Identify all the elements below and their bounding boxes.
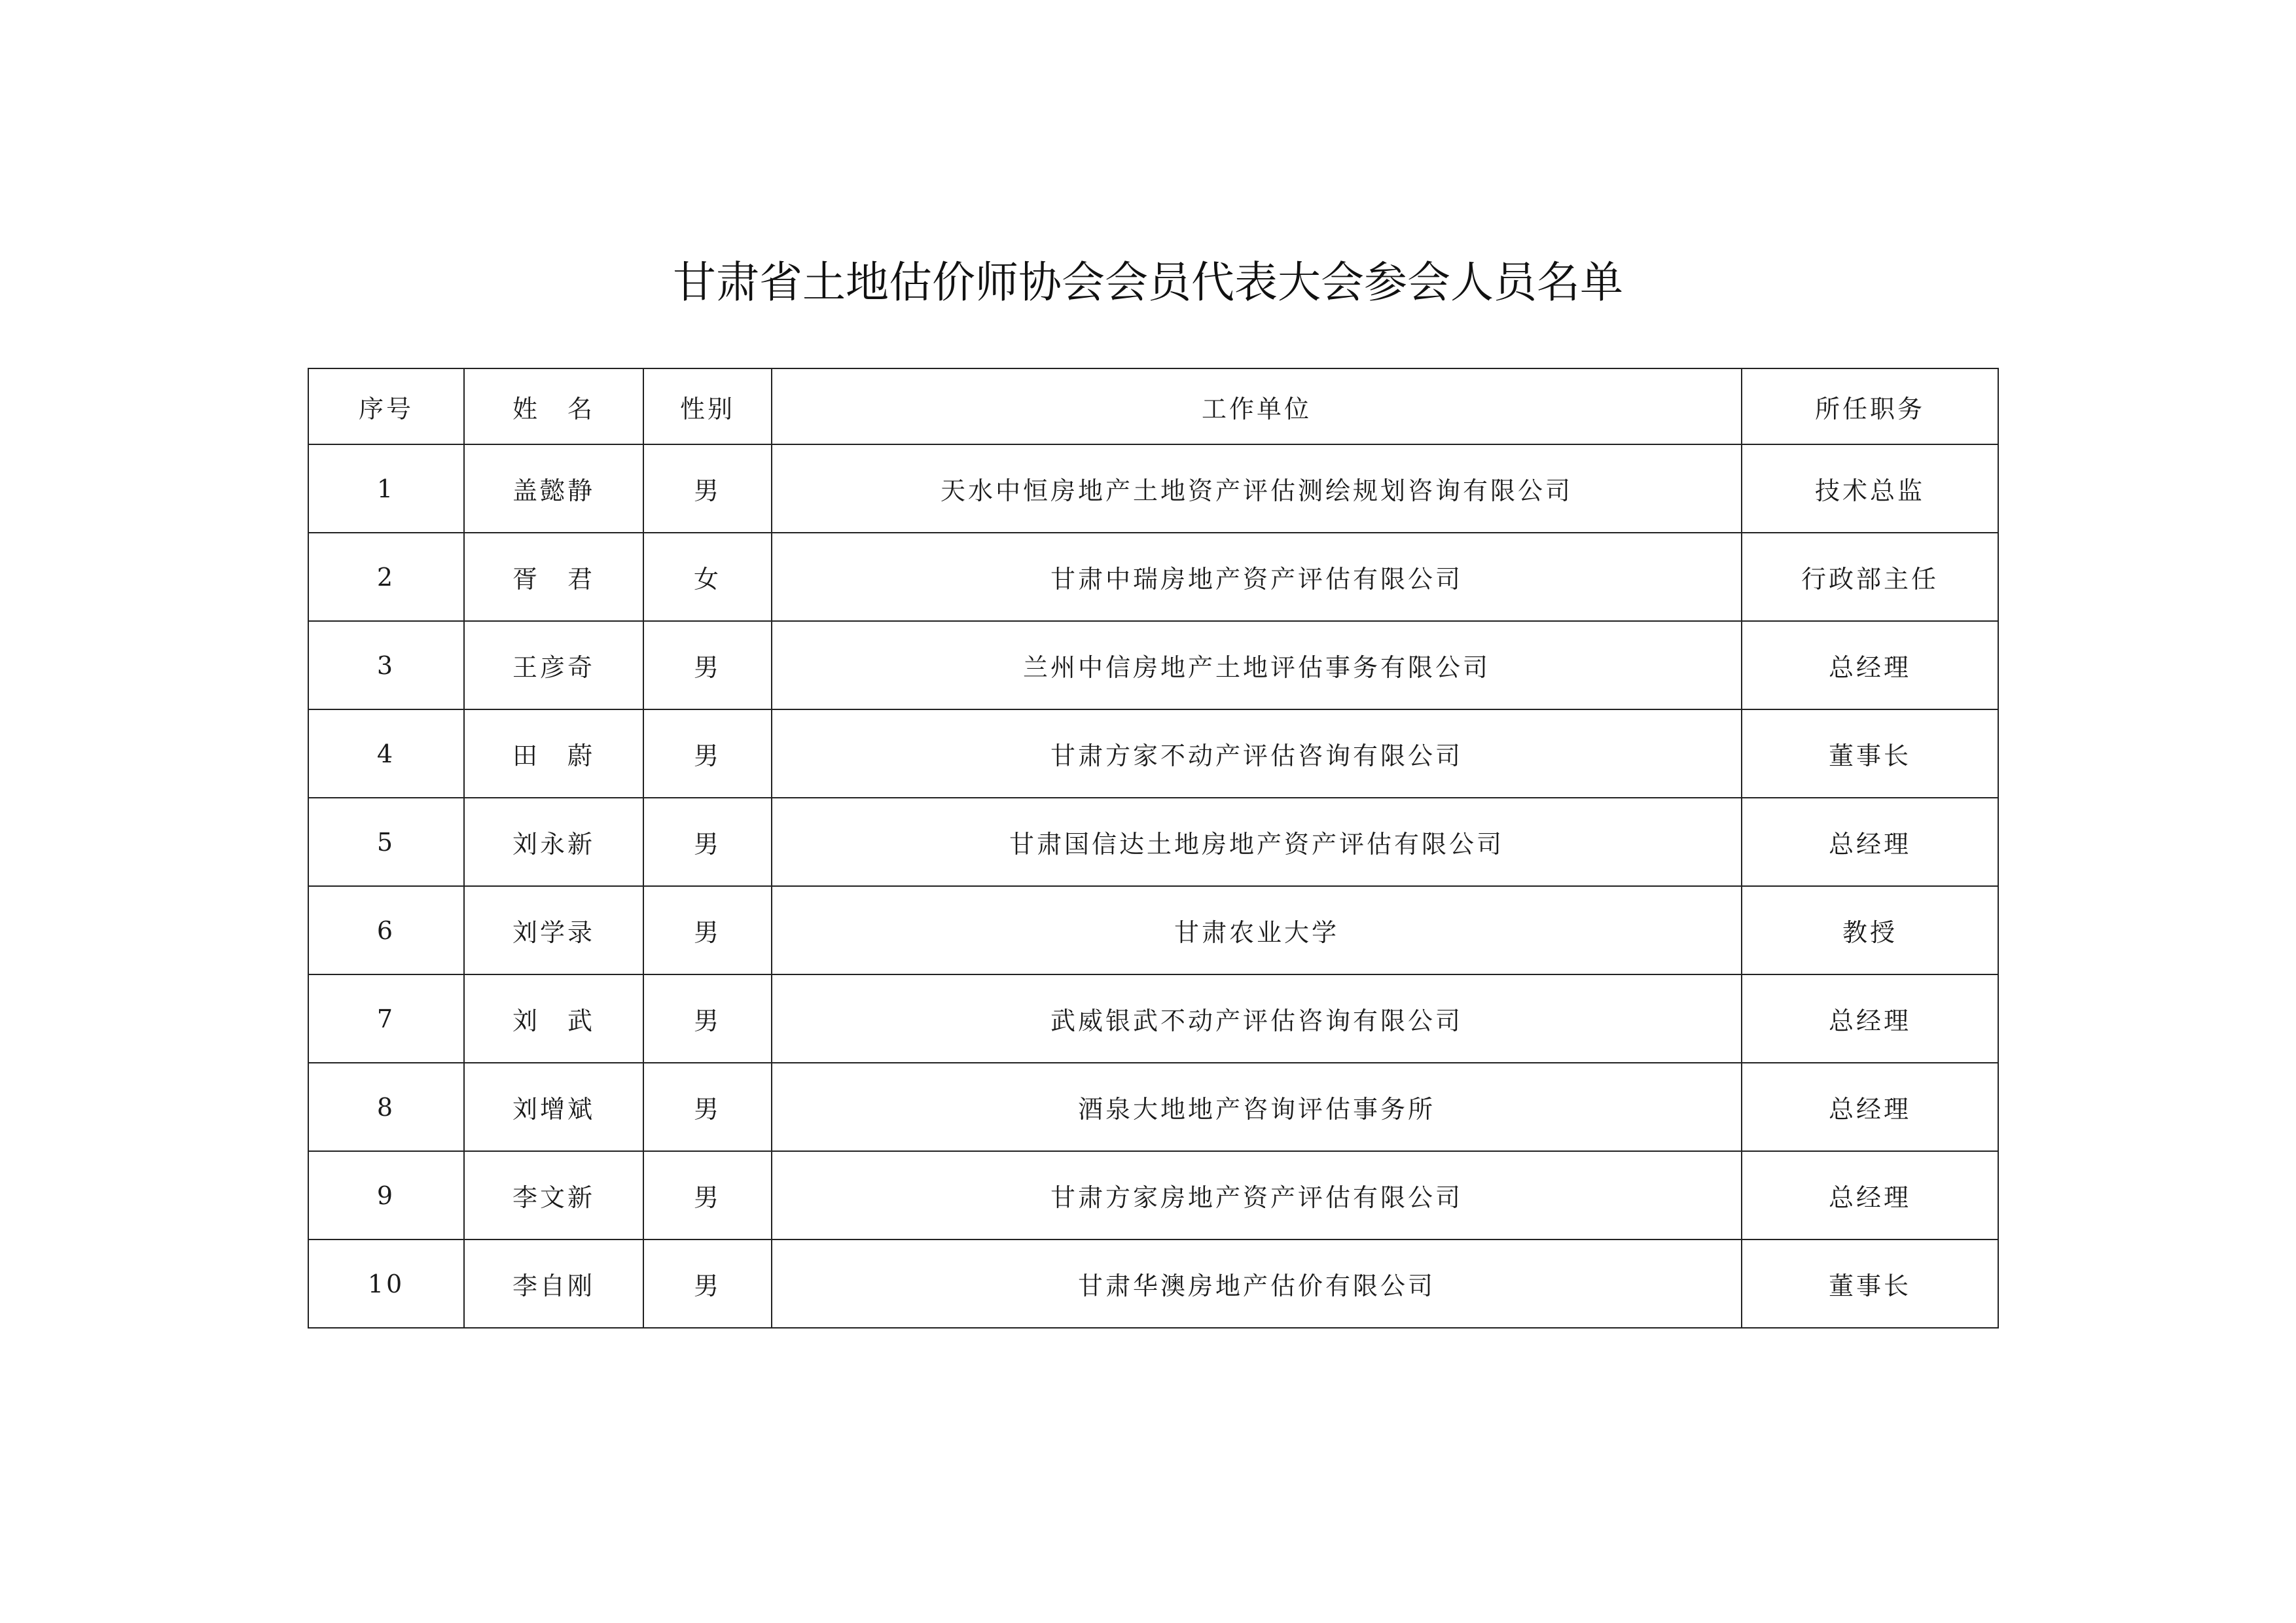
cell-name: 刘永新 — [464, 798, 643, 886]
cell-work-unit: 甘肃华澳房地产估价有限公司 — [772, 1240, 1742, 1328]
cell-serial-number: 1 — [308, 444, 464, 533]
table-row — [308, 1151, 1998, 1240]
cell-name: 王彦奇 — [464, 621, 643, 709]
cell-work-unit: 甘肃方家房地产资产评估有限公司 — [772, 1151, 1742, 1240]
cell-position: 教授 — [1742, 886, 1998, 974]
cell-name: 田 蔚 — [464, 709, 643, 798]
cell-work-unit: 甘肃国信达土地房地产资产评估有限公司 — [772, 798, 1742, 886]
cell-position: 总经理 — [1742, 621, 1998, 709]
cell-gender: 男 — [643, 621, 772, 709]
table-row — [308, 444, 1998, 533]
cell-position: 总经理 — [1742, 974, 1998, 1063]
cell-position: 行政部主任 — [1742, 533, 1998, 621]
table-header-row — [308, 368, 1998, 444]
cell-name: 李文新 — [464, 1151, 643, 1240]
cell-name: 刘增斌 — [464, 1063, 643, 1151]
cell-gender: 男 — [643, 709, 772, 798]
cell-work-unit: 武威银武不动产评估咨询有限公司 — [772, 974, 1742, 1063]
cell-gender: 男 — [643, 1063, 772, 1151]
cell-position: 董事长 — [1742, 709, 1998, 798]
table-row — [308, 1240, 1998, 1328]
cell-gender: 男 — [643, 1240, 772, 1328]
header-serial-number: 序号 — [308, 368, 464, 444]
cell-name: 胥 君 — [464, 533, 643, 621]
cell-work-unit: 天水中恒房地产土地资产评估测绘规划咨询有限公司 — [772, 444, 1742, 533]
table-row — [308, 1063, 1998, 1151]
page-title: 甘肃省土地估价师协会会员代表大会参会人员名单 — [673, 257, 1623, 308]
attendee-table — [308, 368, 1999, 1329]
table-row — [308, 886, 1998, 974]
cell-serial-number: 8 — [308, 1063, 464, 1151]
cell-work-unit: 甘肃方家不动产评估咨询有限公司 — [772, 709, 1742, 798]
header-gender: 性别 — [643, 368, 772, 444]
cell-work-unit: 甘肃农业大学 — [772, 886, 1742, 974]
cell-serial-number: 4 — [308, 709, 464, 798]
cell-name: 李自刚 — [464, 1240, 643, 1328]
table-row — [308, 974, 1998, 1063]
cell-gender: 男 — [643, 798, 772, 886]
cell-serial-number: 10 — [308, 1240, 464, 1328]
header-work-unit: 工作单位 — [772, 368, 1742, 444]
cell-serial-number: 7 — [308, 974, 464, 1063]
header-position: 所任职务 — [1742, 368, 1998, 444]
cell-gender: 男 — [643, 1151, 772, 1240]
table-row — [308, 621, 1998, 709]
cell-name: 刘学录 — [464, 886, 643, 974]
cell-position: 技术总监 — [1742, 444, 1998, 533]
cell-position: 总经理 — [1742, 1063, 1998, 1151]
header-name: 姓 名 — [464, 368, 643, 444]
cell-work-unit: 甘肃中瑞房地产资产评估有限公司 — [772, 533, 1742, 621]
cell-serial-number: 6 — [308, 886, 464, 974]
table-row — [308, 709, 1998, 798]
cell-serial-number: 3 — [308, 621, 464, 709]
cell-gender: 男 — [643, 444, 772, 533]
cell-work-unit: 酒泉大地地产咨询评估事务所 — [772, 1063, 1742, 1151]
cell-position: 总经理 — [1742, 798, 1998, 886]
cell-serial-number: 9 — [308, 1151, 464, 1240]
cell-serial-number: 2 — [308, 533, 464, 621]
cell-gender: 女 — [643, 533, 772, 621]
cell-gender: 男 — [643, 886, 772, 974]
table-row — [308, 533, 1998, 621]
cell-position: 总经理 — [1742, 1151, 1998, 1240]
cell-name: 刘 武 — [464, 974, 643, 1063]
cell-serial-number: 5 — [308, 798, 464, 886]
table-row — [308, 798, 1998, 886]
cell-work-unit: 兰州中信房地产土地评估事务有限公司 — [772, 621, 1742, 709]
cell-name: 盖懿静 — [464, 444, 643, 533]
cell-gender: 男 — [643, 974, 772, 1063]
cell-position: 董事长 — [1742, 1240, 1998, 1328]
